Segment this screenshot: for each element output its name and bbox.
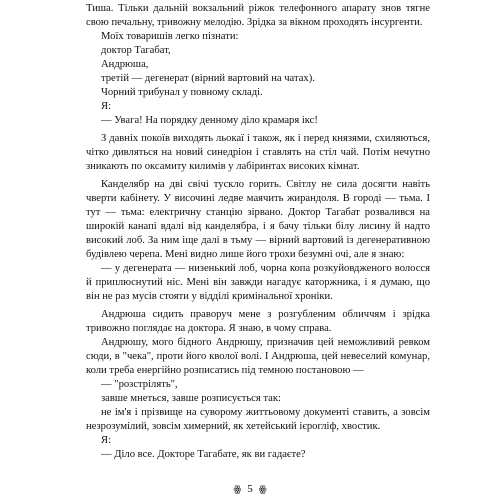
paragraph: З давніх покоїв виходять льокаї і також, як і перед князями, схиляються, чітко дивляться на новий синедріон і ставлять на стіл чай. Потім нечутно зникають по оксамиту килимів у лабіринтах високих кімнат. (86, 133, 430, 172)
page-footer (0, 482, 500, 496)
paragraph: не ім'я і прізвище на суворому життьовому документі ставить, а зовсім незрозумілий, зовсім химерний, як хетейський ієрогліф, хвостик. (86, 407, 430, 432)
paragraph: завше мнеться, завше розписується так: (101, 393, 281, 404)
paragraph: — "розстрілять", (101, 379, 178, 390)
paragraph: Тиша. Тільки дальній вокзальний ріжок телефонного апарату знов тягне свою печальну, тривожну мелодію. Зрідка за вікном проходять інсургенти. (86, 3, 430, 28)
page-number: 5 (247, 483, 253, 495)
paragraph: Чорний трибунал у повному складі. (101, 87, 263, 98)
paragraph: — у дегенерата — низенький лоб, чорна копа розкуйовдженого волосся й приплюснутий ніс. Мені він завжди нагадує каторжника, і я думаю, що він не раз мусів стояти у відділі кримінальної хроніки. (86, 263, 430, 302)
ornament-right-icon: ꙮ (258, 484, 267, 494)
text-column (86, 2, 430, 462)
paragraph: — Увага! На порядку денному діло крамаря ікс! (101, 115, 318, 126)
paragraph: третій — дегенерат (вірний вартовий на чатах). (101, 73, 315, 84)
paragraph: Моїх товаришів легко пізнати: (101, 31, 239, 42)
paragraph: Андрюша сидить праворуч мене з розгубленим обличчям і зрідка тривожно поглядає на доктора. Я знаю, в чому справа. (86, 309, 430, 334)
paragraph: доктор Тагабат, (101, 45, 171, 56)
paragraph: Андрюша, (101, 59, 149, 70)
paragraph: Я: (101, 101, 112, 112)
paragraph: Андрюшу, мого бідного Андрюшу, призначив цей неможливий ревком сюди, в "чека", проти його кволої волі. І Андрюша, цей невеселий комунар, коли треба енергійно розписатись під темною постановою — (86, 337, 430, 376)
ornament-left-icon: ꙮ (233, 484, 242, 494)
paragraph: Я: (101, 435, 112, 446)
paragraph: Канделябр на дві свічі тускло горить. Світлу не сила досягти навіть чверти кабінету. У височині ледве маячить жирандоля. В городі — тьма. І тут — тьма: електричну станцію зірвано. Доктор Тагабат розвалився на широкій канапі вдалі від канделябра, і я бачу тільки білу лисину й надто високий лоб. За ним іще далі в тьму — вірний вартовий із дегенеративною будівлею черепа. Мені видно лише його трохи безумні очі, але я знаю: (86, 179, 430, 260)
paragraph: — Діло все. Докторе Тагабате, як ви гадаєте? (101, 449, 306, 460)
